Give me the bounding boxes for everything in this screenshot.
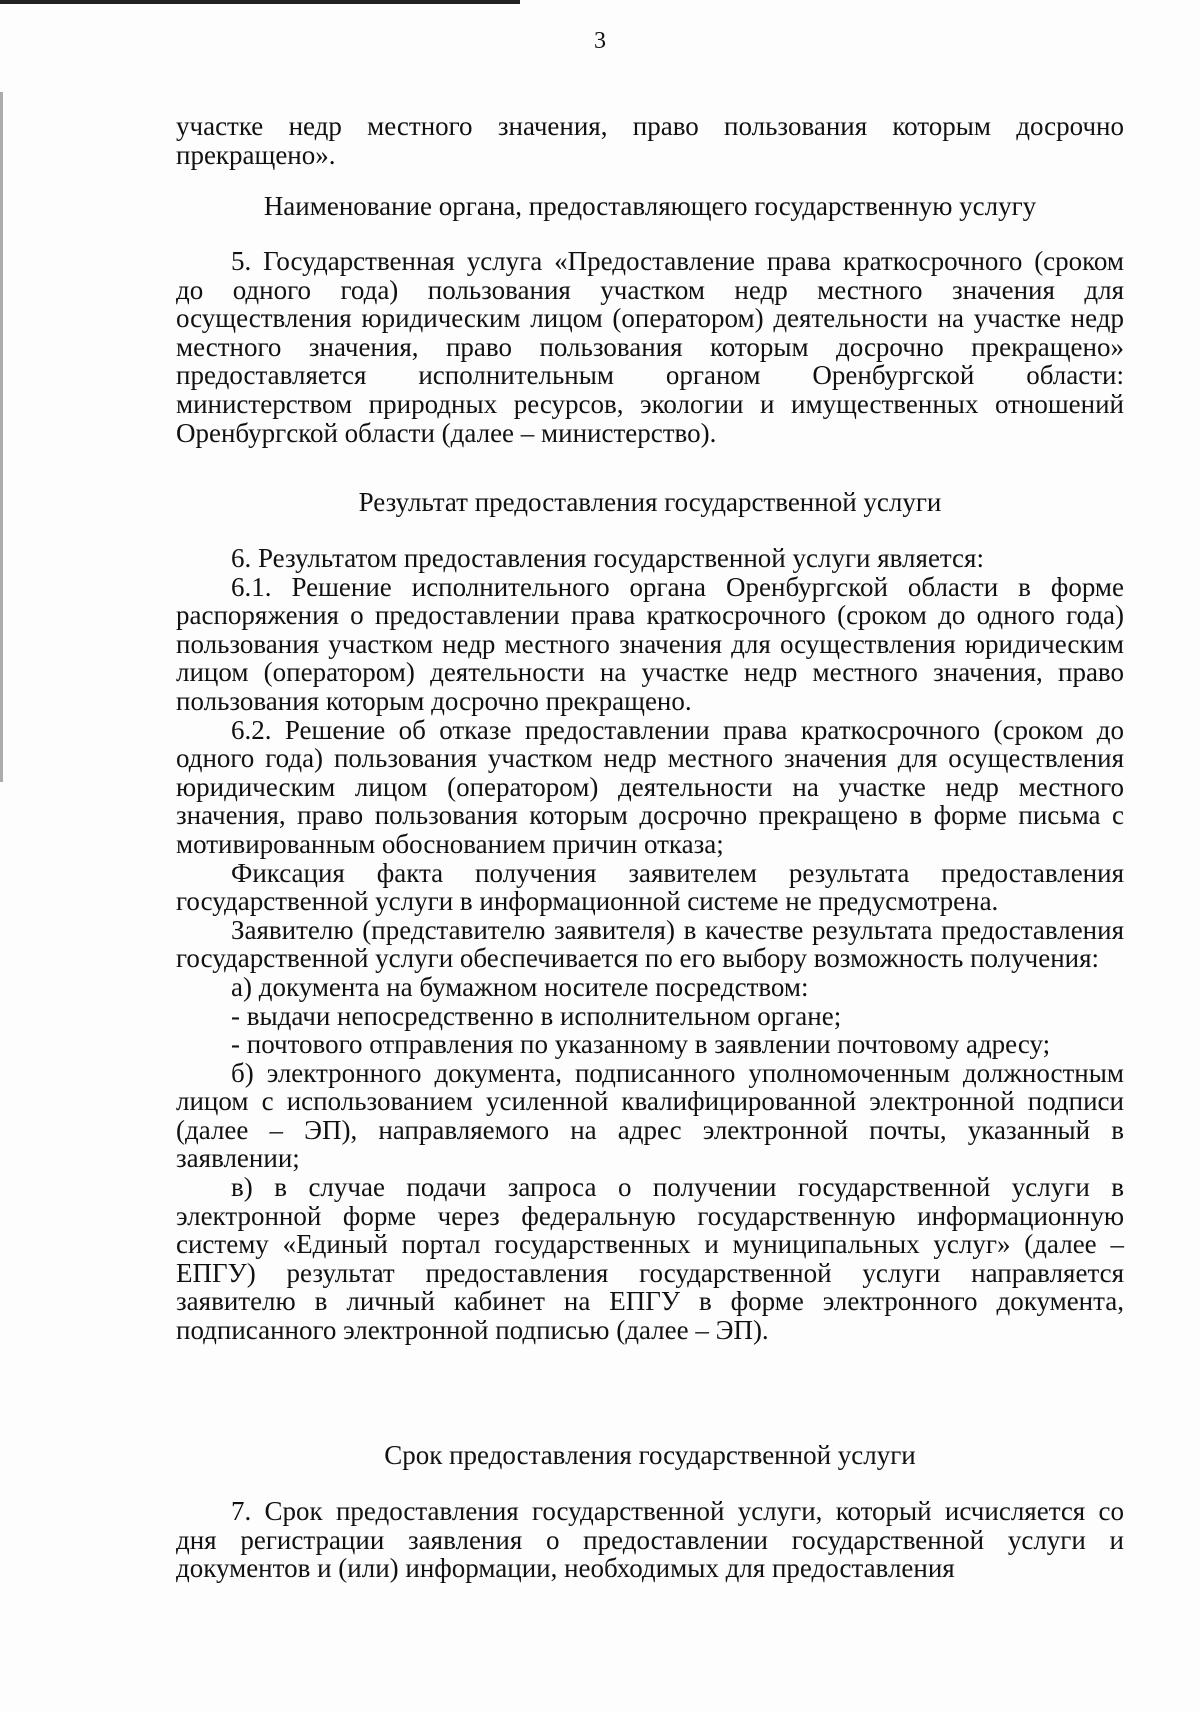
heading-term: Срок предоставления государственной услуги <box>384 1440 916 1470</box>
intro-block <box>176 112 1124 169</box>
paragraph-applicant: Заявителю (представителю заявителя) в качестве результата предоставления государственной услуги обеспечивается по его выбору возможность получения: <box>176 914 1124 974</box>
paragraph-6-2: 6.2. Решение об отказе предоставлении права краткосрочного (сроком до одного года) пользования участком недр местного значения для осуществления юридическим лицом (оператором) деятельности на участке недр местного значения, право пользования которым досрочно прекращено в форме письма с мотивированным обоснованием причин отказа; <box>176 714 1124 859</box>
page-number: 3 <box>594 28 606 54</box>
scan-left-edge <box>0 92 3 782</box>
item-b: б) электронного документа, подписанного уполномоченным должностным лицом с использованием усиленной квалифицированной электронной подписи (далее – ЭП), направляемого на адрес электронной почты, указанный в заявлении; <box>176 1057 1124 1174</box>
result-block <box>176 544 1124 1345</box>
paragraph-5: 5. Государственная услуга «Предоставление права краткосрочного (сроком до одного года) пользования участком недр местного значения для осуществления юридическим лицом (оператором) деятельности на участке недр местного значения, право пользования которым досрочно прекращено» предоставляется исполнительным органом Оренбургской области: министерством природных ресурсов, экологии и имущественных отношений Оренбургской области (далее – министерство). <box>176 246 1124 448</box>
item-a-1: - выдачи непосредственно в исполнительном органе; <box>231 1000 842 1031</box>
scan-top-border <box>0 0 520 4</box>
paragraph-6-1: 6.1. Решение исполнительного органа Оренбургской области в форме распоряжения о предоставлении права краткосрочного (сроком до одного года) пользования участком недр местного значения для осуществления юридическим лицом (оператором) деятельности на участке недр местного значения, право пользования которым досрочно прекращено. <box>176 571 1124 716</box>
item-v: в) в случае подачи запроса о получении государственной услуги в электронной форме через федеральную государственную информационную систему «Единый портал государственных и муниципальных услуг» (далее – ЕПГУ) результат предоставления государственной услуги направляется заявителю в личный кабинет на ЕПГУ в форме электронного документа, подписанного электронной подписью (далее – ЭП). <box>176 1172 1124 1346</box>
item-a-2: - почтового отправления по указанному в заявлении почтовому адресу; <box>231 1029 1051 1060</box>
heading-result: Результат предоставления государственной услуги <box>358 487 942 517</box>
agency-block <box>176 247 1124 447</box>
item-a: а) документа на бумажном носителе посредством: <box>231 971 809 1002</box>
intro-continuation: участке недр местного значения, право пользования которым досрочно прекращено». <box>176 111 1124 170</box>
heading-agency: Наименование органа, предоставляющего государственную услугу <box>263 191 1037 221</box>
term-block <box>176 1497 1124 1583</box>
paragraph-6: 6. Результатом предоставления государственной услуги является: <box>231 543 984 573</box>
paragraph-fixation: Фиксация факта получения заявителем результата предоставления государственной услуги в информационной системе не предусмотрена. <box>176 857 1124 917</box>
paragraph-7: 7. Срок предоставления государственной услуги, который исчисляется со дня регистрации заявления о предоставлении государственной услуги и документов и (или) информации, необходимых для предоставления <box>176 1496 1124 1584</box>
